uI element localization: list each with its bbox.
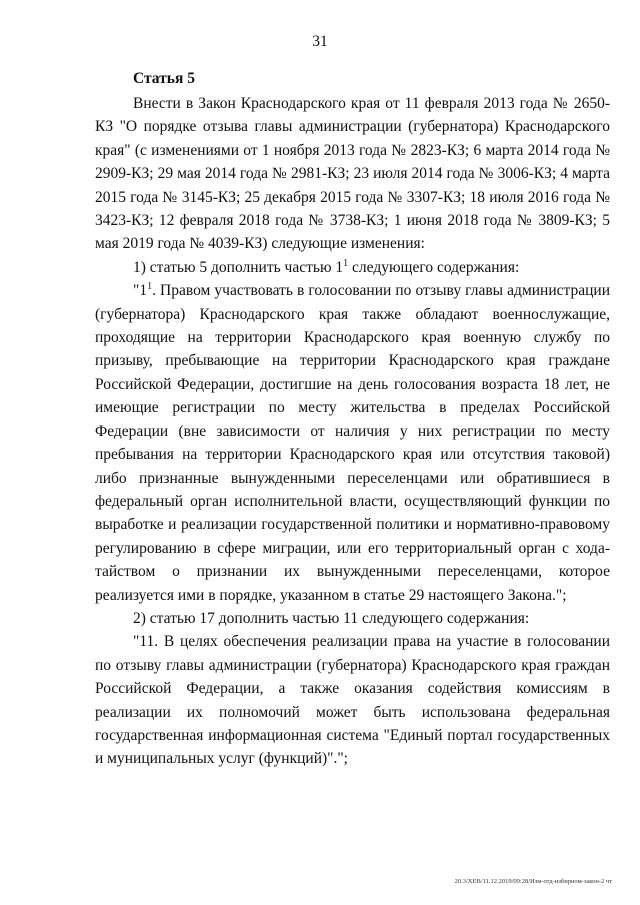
item-1-text-after: следующего содержания: (348, 258, 520, 276)
item-1-text-before: 1) статью 5 дополнить частью 1 (133, 258, 344, 276)
item-2-paragraph: 2) статью 17 дополнить частью 11 следующего содержания: (133, 609, 530, 627)
document-body (95, 66, 610, 771)
item-1-quote-superscript: 1 (147, 281, 153, 293)
page-number: 31 (312, 33, 328, 50)
item-1-superscript: 1 (343, 257, 349, 269)
intro-paragraph: Внести в Закон Краснодарского края от 11 февраля 2013 года № 2650-КЗ "О порядке отзыва главы администрации (губернатора) Краснодарского края" (с изменениями от 1 ноября 2013 года № 2823-КЗ; 6 марта 2014 года № 2909-КЗ; 29 мая 2014 года № 2981-КЗ; 23 июля 2014 года № 3006-КЗ; 4 марта 2015 года № 3145-КЗ; 25 декабря 2015 года № 3307-КЗ; 18 июля 2016 года № 3423-КЗ; 12 февраля 2018 года № 3738-КЗ; 1 июня 2018 года № 3809-КЗ; 5 мая 2019 года № 4039-КЗ) следующие изменения: (95, 95, 610, 253)
footer-file-stamp: 20.3/ХЕВ/11.12.2019/09:28/Изм-отд-избирном-закон-2 чт (454, 878, 612, 885)
item-1-quote-prefix: "1 (133, 282, 148, 300)
item-1-quote-text: . Правом участвовать в голосовании по отзыву главы администрации (губернатора) Краснодарского края также обладают военнослужащие, проходящие на территории Краснодарского края военную службу по призыву, пребывающие на территории Краснодарского края граждане Российской Федерации, достигшие на день голосования возраста 18 лет, не имеющие регистрации по месту жительства в пределах Российской Федерации (вне зависимости от наличия у них регистрации по месту пребывания на территории Краснодарского края или отсутствия таковой) либо признанные вынужденными переселенцами или обратившиеся в федеральный орган исполнительной власти, осуществляющий функции по выработке и реализации государственной политики и нормативно-правовому регулированию в сфере миграции, или его территориальный орган с ходатайством о признании их вынужденными переселенцами, которое реализуется ими в порядке, указанном в статье 29 настоящего Закона."; (95, 282, 610, 604)
article-title: Статья 5 (133, 70, 195, 87)
item-2-quote-paragraph: "11. В целях обеспечения реализации права на участие в голосовании по отзыву главы администрации (губернатора) Краснодарского края граждан Российской Федерации, а также оказания содействия комиссиям в реализации их полномочий может быть использована федеральная государственная информационная система "Единый портал государственных и муниципальных услуг (функций)"."; (95, 633, 610, 768)
item-1-paragraph (95, 256, 610, 279)
item-1-quote-paragraph (95, 279, 610, 607)
